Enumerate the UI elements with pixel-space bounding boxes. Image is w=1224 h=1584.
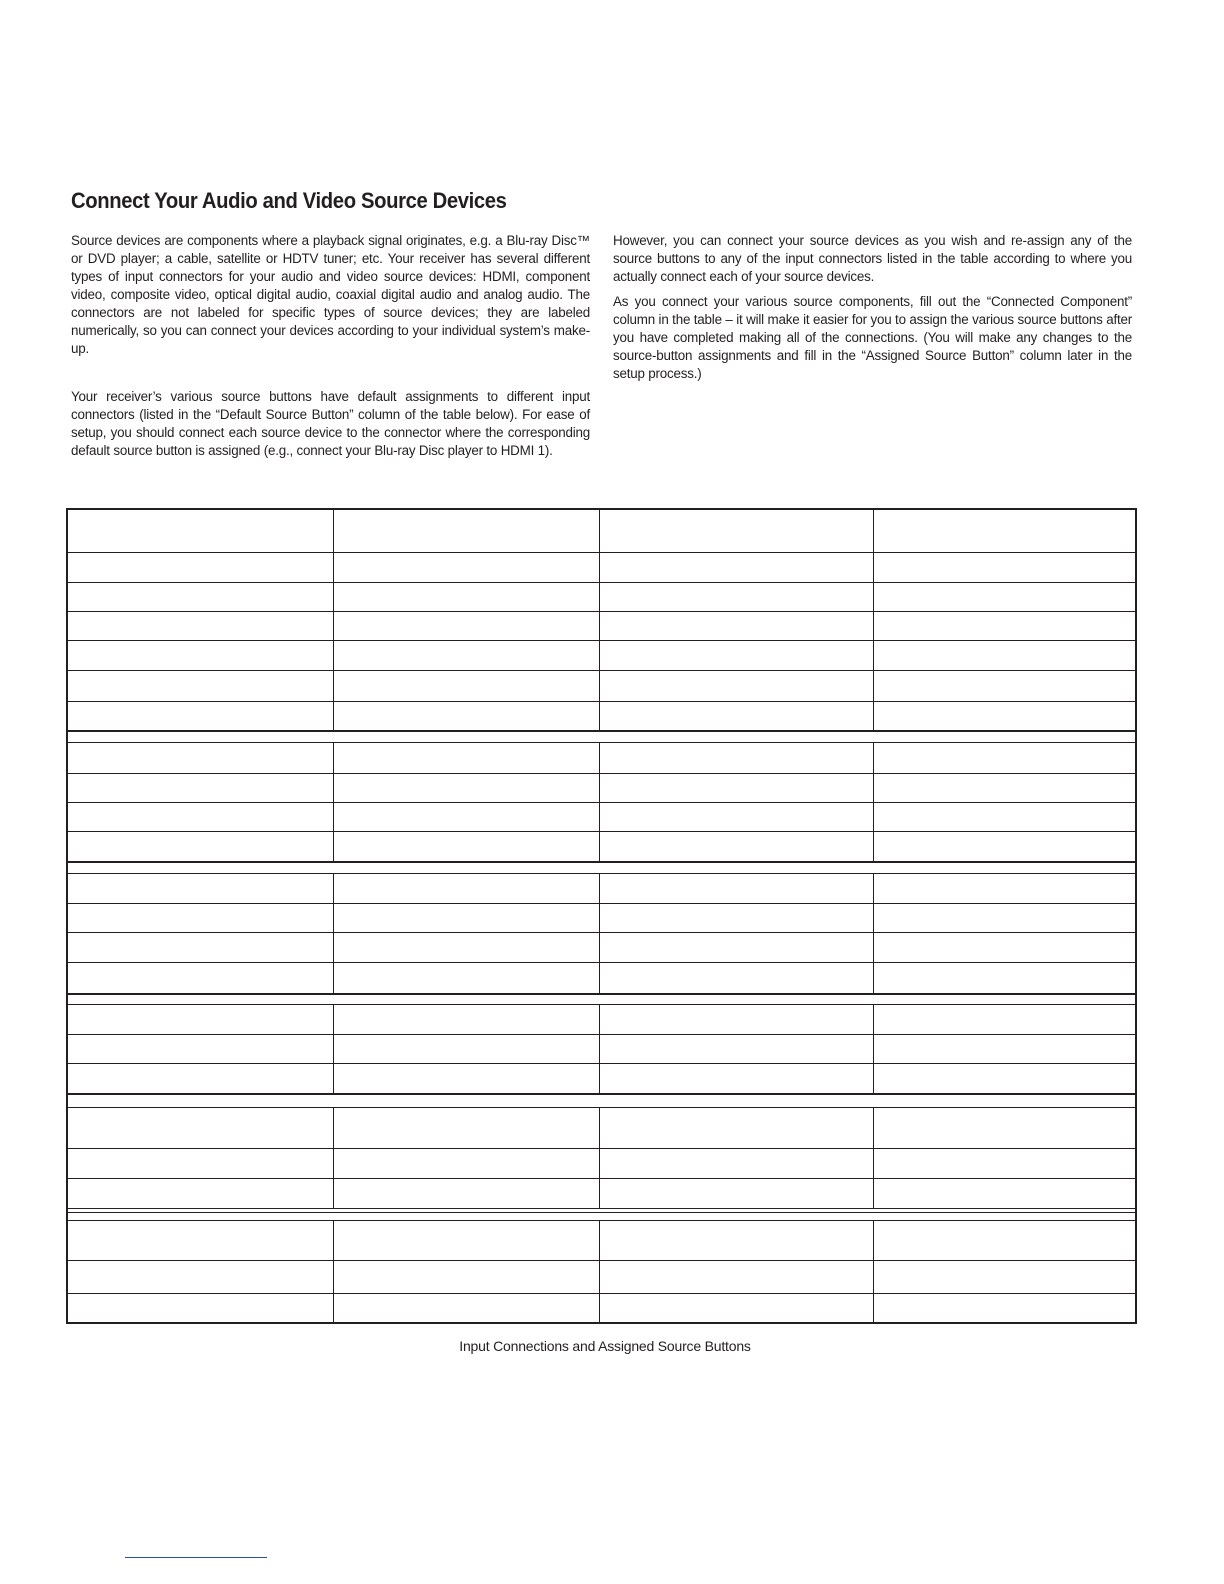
footer-rule [125,1557,267,1558]
table-row-rule [68,1034,1135,1035]
table-row-rule [68,742,1135,743]
table-column-rule [873,742,874,861]
table-column-rule [599,1004,600,1093]
table-column-rule [873,1107,874,1208]
table-caption: Input Connections and Assigned Source Buttons [459,1338,751,1354]
table-column-rule [333,1220,334,1322]
table-row-rule [68,962,1135,963]
table-row-rule [68,861,1135,863]
table-column-rule [873,873,874,993]
table-row-rule [68,1293,1135,1294]
table-row-rule [68,730,1135,732]
table-row-rule [68,640,1135,641]
table-row-rule [68,1220,1135,1221]
table-column-rule [333,873,334,993]
table-row-rule [68,802,1135,803]
page-title: Connect Your Audio and Video Source Devices [71,188,507,213]
default-assignments-paragraph: Your receiver’s various source buttons have default assignments to different input connectors (listed in the “Default Source Button” column of the table below). For ease of setup, you should connect each source device to the connector where the corresponding default source button is assigned (e.g., connect your Blu-ray Disc player to HDMI 1). [71,389,590,458]
table-column-rule [333,1107,334,1208]
intro-paragraph: Source devices are components where a playback signal originates, e.g. a Blu-ray Disc™ or DVD player; a cable, satellite or HDTV tuner; etc. Your receiver has several different types of input connectors for your audio and video source devices: HDMI, component video, composite video, optical digital audio, coaxial digital audio and analog audio. The connectors are not labeled for specific types of source devices; they are labeled numerically, so you can connect your devices according to your individual system’s make-up. [71,233,590,356]
table-row-rule [68,903,1135,904]
table-row-rule [68,552,1135,553]
table-row-rule [68,993,1135,995]
table-row-rule [68,582,1135,583]
table-column-rule [599,510,600,730]
table-column-rule [599,1220,600,1322]
table-row-rule [68,1107,1135,1108]
table-row-rule [68,831,1135,832]
table-row-rule [68,873,1135,874]
table-column-rule [333,1004,334,1093]
table-row-rule [68,1004,1135,1005]
left-text-column [71,232,590,467]
table-row-rule [68,1178,1135,1179]
table-column-rule [599,1107,600,1208]
table-column-rule [873,510,874,730]
table-column-rule [873,1220,874,1322]
reassign-paragraph: However, you can connect your source devices as you wish and re-assign any of the source buttons to any of the input connectors listed in the table according to where you actually connect each of your source devices. [613,233,1132,284]
table-row-rule [68,701,1135,702]
table-column-rule [873,1004,874,1093]
table-row-rule [68,1063,1135,1064]
fill-out-table-paragraph: As you connect your various source components, fill out the “Connected Component” column in the table – it will make it easier for you to assign the various source buttons after you have completed making all of the connections. (You will make any changes to the source-button assignments and fill in the “Assigned Source Button” column later in the setup process.) [613,294,1132,381]
table-row-rule [68,611,1135,612]
table-row-rule [68,1148,1135,1149]
table-column-rule [599,873,600,993]
input-connections-table [66,508,1137,1324]
table-row-rule [68,1093,1135,1095]
table-row-rule [68,773,1135,774]
table-row-rule [68,1208,1135,1213]
table-column-rule [333,742,334,861]
table-row-rule [68,932,1135,933]
table-row-rule [68,670,1135,671]
table-column-rule [599,742,600,861]
table-row-rule [68,1260,1135,1261]
table-column-rule [333,510,334,730]
right-text-column [613,232,1132,390]
